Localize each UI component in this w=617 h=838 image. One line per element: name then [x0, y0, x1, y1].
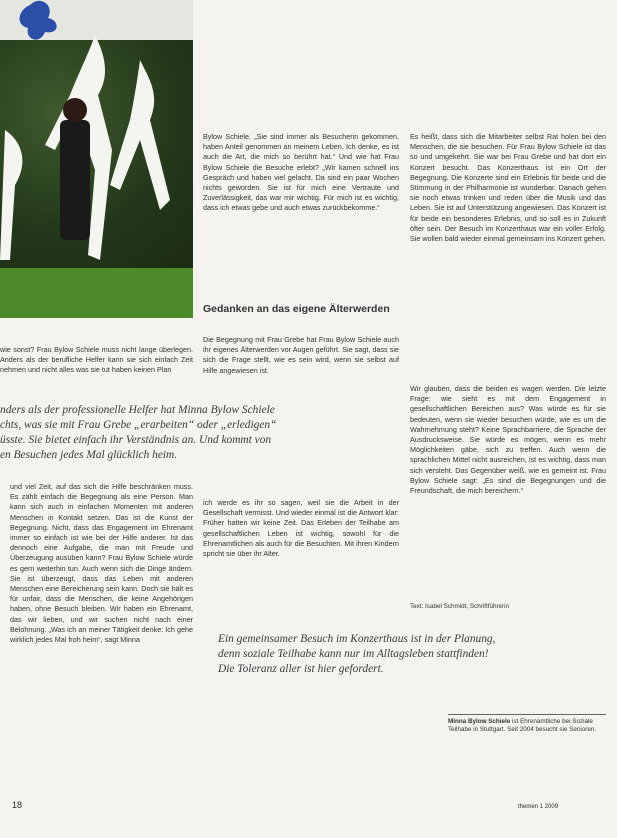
paragraph: Es heißt, dass sich die Mitarbeiter selbst Rat holen bei den Menschen, die sie besuchen. Für Frau Bylow Schiele ist das so und umgekehrt. Sie war bei Frau Grebe und hat dort ein Konzert besucht. Das Konzerthaus ist ein Ort der Begegnung. Die Konzerte sind ein Erlebnis für beide und die Stimmung in der Philharmonie ist wunderbar. Danach gehen sie noch etwas trinken und reden über die Musik und das Leben. Sie ist auf Unterstützung angewiesen. Das Konzert ist für beide ein besonderes Erlebnis, und so soll es in Zukunft öfter sein. Der Besuch im Konzerthaus war ein voller Erfolg. Sie wollen bald wieder einmal gemeinsam ins Konzert gehen. [410, 132, 606, 244]
paragraph: Die Begegnung mit Frau Grebe hat Frau Bylow Schiele auch ihr eigenes Älterwerden vor Augen geführt. Sie sagt, dass sie sich die Frage stellt, wie es sein wird, wenn sie selbst auf Hilfe angewiesen ist. [203, 335, 399, 375]
feature-photo [0, 0, 193, 318]
page-number: 18 [12, 800, 23, 810]
paragraph: Wir glauben, dass die beiden es wagen werden. Die letzte Frage: wie sieht es mit dem Engagement in gesellschaftlichen Bereichen aus? Was würde es für sie bedeuten, wenn sie wieder besuchen würde, wie es um die Wahrnehmung steht? Keine Sprachbarriere, die Sprache der Ausdrucksweise. Sie würde es mögen, wenn es mehr Möglichkeiten gäbe, sich zu treffen. Auch wenn die sprachlichen Mittel nicht ausreichen, ist es wichtig, dass man sich versteht. Das Gegenüber weiß, wie es gemeint ist. Frau Bylow Schiele sagt: „Es sind die Begegnungen und die Freundschaft, die mich bereichern.“ [410, 384, 606, 496]
caption-rule [448, 714, 606, 715]
column-right-bottom [410, 384, 606, 602]
caption-text: ist Ehrenamtliche bei Soziale Teilhabe in Stuttgart. Seit 2004 besucht sie Senioren. [448, 718, 597, 733]
author-signoff: Text: Isabel Schmidt, Schriftführerin [410, 603, 510, 610]
photo-figures [0, 0, 193, 318]
portrait-caption [448, 718, 606, 734]
footer-publication: themen 1 2009 [518, 804, 559, 810]
section-heading: Gedanken an das eigene Älterwerden [203, 303, 390, 315]
caption-name: Minna Bylow Schiele [448, 718, 511, 725]
paragraph: und viel Zeit, auf das sich die Hilfe beschränken muss. Es zählt einfach die Begegnung als eine Person. Man kann sich auch in einfachen Momenten mit anderen Menschen in Kontakt setzen. Das ist die Kunst der Begegnung. Nicht, dass das Engagement im Ehrenamt immer so einfach ist wie bei der Hilfe anderer. Ist das dennoch eine Aufgabe, die man mit Freude und Überzeugung ausüben kann? Frau Bylow Schiele würde es gern weiterhin tun. Auch wenn sich die Dinge ändern. Sie ist überzeugt, dass das Leben mit anderen Menschen eine Bereicherung sein kann. Doch sie hält es für unfair, dass die Menschen, die keine Angehörigen haben, ohne Besuch bleiben. Wir haben ein Ehrenamt, das wir lieben, und wir suchen nicht nach einer Belohnung. „Was ich an meiner Tätigkeit denke: Ich gehe wirklich jedes Mal froh heim“, sagt Minna [10, 482, 193, 645]
column-right-top [410, 132, 606, 382]
paragraph: wie sonst? Frau Bylow Schiele muss nicht lange überlegen. Anders als der berufliche Helfer kann sie sich einfach Zeit nehmen und nicht alles was sie tut haben keinen Plan [0, 345, 193, 375]
column-middle-top [203, 132, 399, 297]
paragraph: Bylow Schiele. „Sie sind immer als Besucherin gekommen, haben Anteil genommen an meinem Leben. Ich denke, es ist auch die Art, die mich so berührt hat.“ Und wie hat Frau Bylow Schiele die Besuche erlebt? „Wir kamen schnell ins Gespräch und haben viel gelacht. Da sind ein paar Wochen nichts geworden. Sie ist für mich eine Vertraute und Zuverlässigkeit, das war mir wichtig. Für mich ist es wichtig, dass ich etwas gebe und auch etwas zurückbekomme.“ [203, 132, 399, 213]
column-left-top [0, 345, 193, 393]
column-middle-bottom [203, 498, 399, 596]
pull-quote-bottom: Ein gemeinsamer Besuch im Konzerthaus ist in der Planung, denn soziale Teilhabe kann nur im Alltagsleben stattfinden! Die Toleranz aller ist hier gefordert. [218, 633, 496, 675]
column-middle-after-heading [203, 335, 399, 395]
pull-quote-top: nders als der professionelle Helfer hat Minna Bylow Schiele chts, was sie mit Frau Grebe „erarbeiten“ oder „erledigen“ üsste. Sie bietet einfach ihr Verständnis an. Und kommt von en Besuchen jedes Mal glücklich heim. [0, 404, 277, 461]
column-left-bottom [10, 482, 193, 812]
paragraph: ich werde es ihr so sagen, weil sie die Arbeit in der Gesellschaft vermisst. Und wieder einmal ist die Antwort klar: Früher hatten wir keine Zeit. Das Erleben der Teilhabe am gesellschaftlichen Leben ist wichtig, sowohl für die Ehrenamtlichen als auch für die Besuchten. Mit ihren Kindern spricht sie über ihr Alter. [203, 498, 399, 559]
